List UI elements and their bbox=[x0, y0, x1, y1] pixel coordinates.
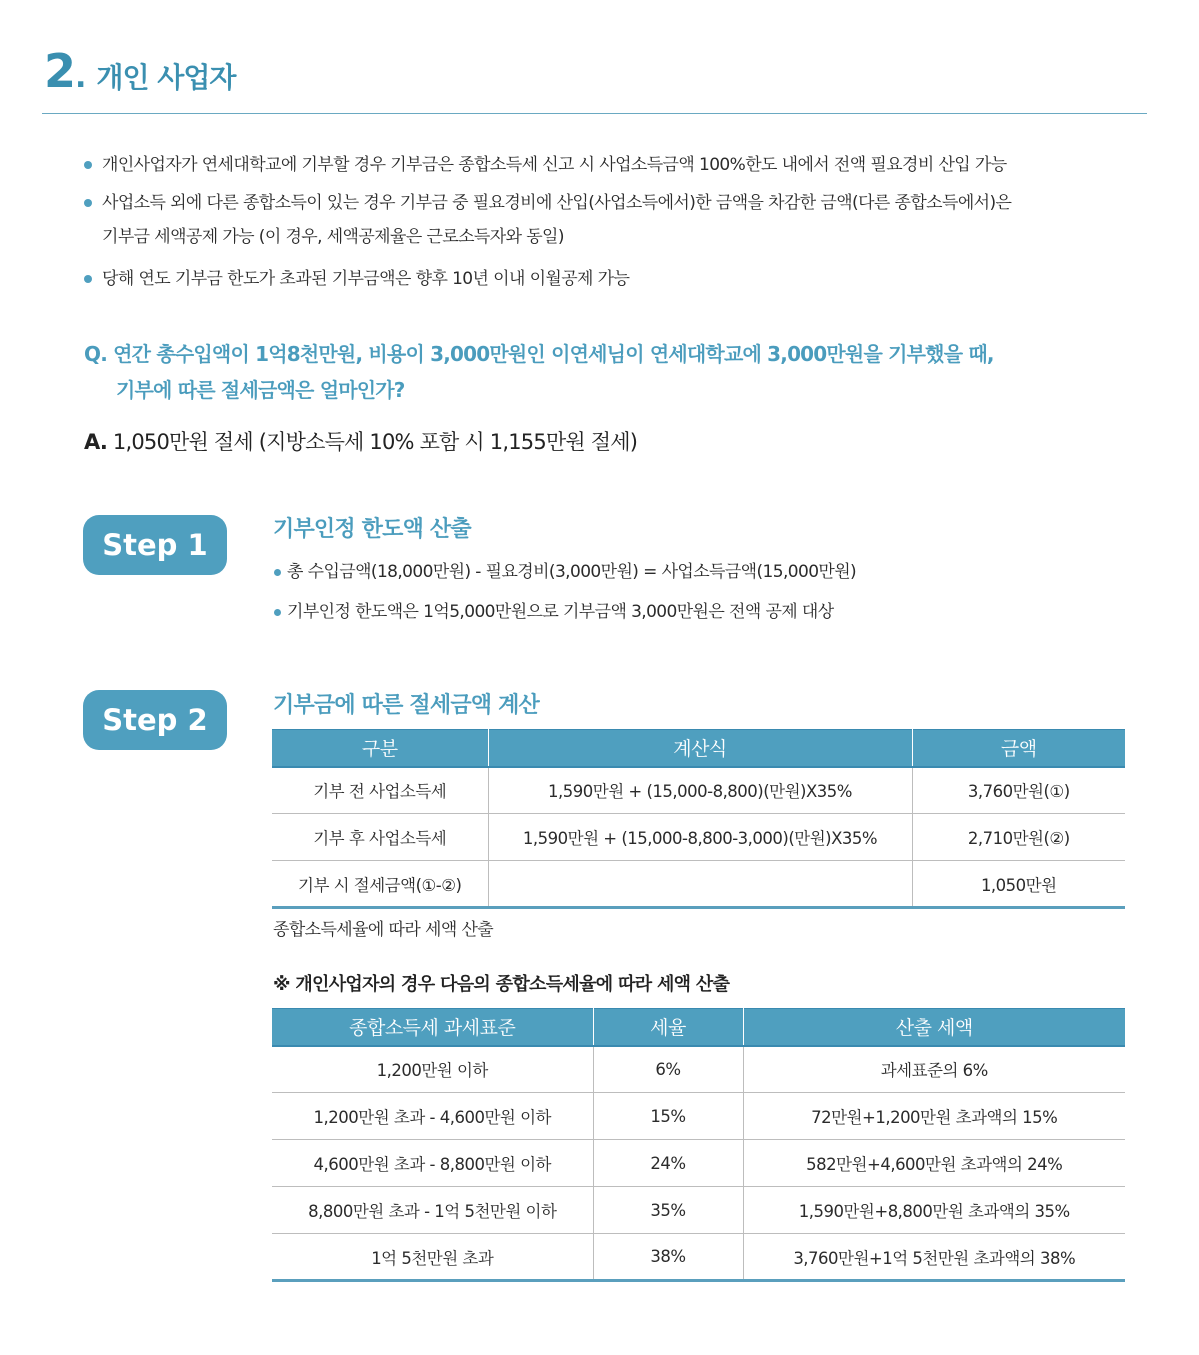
info-bullet-list bbox=[82, 148, 1162, 300]
answer-prefix: A. bbox=[84, 430, 108, 454]
table-cell: 1,200만원 초과 - 4,600만원 이하 bbox=[272, 1093, 593, 1140]
column-header: 구분 bbox=[272, 730, 488, 767]
info-bullet: 당해 연도 기부금 한도가 초과된 기부금액은 향후 10년 이내 이월공제 가능 bbox=[82, 262, 1162, 296]
answer-block bbox=[84, 424, 637, 460]
table-cell: 기부 후 사업소득세 bbox=[272, 814, 488, 861]
table-cell: 72만원+1,200만원 초과액의 15% bbox=[743, 1093, 1125, 1140]
info-bullet-line: 기부금 세액공제 가능 (이 경우, 세액공제율은 근로소득자와 동일) bbox=[102, 227, 564, 247]
savings-calc-table bbox=[272, 729, 1125, 909]
table-cell: 1,200만원 이하 bbox=[272, 1046, 593, 1093]
table-cell: 8,800만원 초과 - 1억 5천만원 이하 bbox=[272, 1187, 593, 1234]
step-1-line: 총 수입금액(18,000만원) - 필요경비(3,000만원) = 사업소득금액(15,000만원) bbox=[273, 552, 856, 592]
table-cell: 3,760만원(①) bbox=[912, 767, 1125, 814]
table-cell: 6% bbox=[593, 1046, 743, 1093]
step-1-title: 기부인정 한도액 산출 bbox=[273, 517, 471, 542]
table-cell: 4,600만원 초과 - 8,800만원 이하 bbox=[272, 1140, 593, 1187]
calc-note: 종합소득세율에 따라 세액 산출 bbox=[273, 920, 494, 940]
table-cell: 15% bbox=[593, 1093, 743, 1140]
table-cell: 1,590만원 + (15,000-8,800-3,000)(만원)X35% bbox=[488, 814, 912, 861]
tax-rate-subhead: ※ 개인사업자의 경우 다음의 종합소득세율에 따라 세액 산출 bbox=[273, 974, 730, 995]
table-row bbox=[272, 1093, 1125, 1140]
table-cell: 582만원+4,600만원 초과액의 24% bbox=[743, 1140, 1125, 1187]
table-row bbox=[272, 767, 1125, 814]
tax-rate-table bbox=[272, 1008, 1125, 1282]
info-bullet bbox=[82, 186, 1162, 254]
table-row bbox=[272, 1046, 1125, 1093]
table-cell: 24% bbox=[593, 1140, 743, 1187]
table-header-row bbox=[272, 1009, 1125, 1046]
step-2-title: 기부금에 따른 절세금액 계산 bbox=[273, 693, 540, 718]
step-1-list bbox=[273, 552, 856, 632]
table-cell: 1,590만원 + (15,000-8,800)(만원)X35% bbox=[488, 767, 912, 814]
column-header: 금액 bbox=[912, 730, 1125, 767]
table-cell: 1억 5천만원 초과 bbox=[272, 1234, 593, 1281]
table-header-row bbox=[272, 730, 1125, 767]
table-cell: 2,710만원(②) bbox=[912, 814, 1125, 861]
section-title: 개인 사업자 bbox=[96, 61, 236, 94]
table-row bbox=[272, 1234, 1125, 1281]
column-header: 종합소득세 과세표준 bbox=[272, 1009, 593, 1046]
answer-text: 1,050만원 절세 (지방소득세 10% 포함 시 1,155만원 절세) bbox=[107, 430, 638, 454]
step-1-line: 기부인정 한도액은 1억5,000만원으로 기부금액 3,000만원은 전액 공제 대상 bbox=[273, 592, 856, 632]
table-cell: 1,590만원+8,800만원 초과액의 35% bbox=[743, 1187, 1125, 1234]
section-number: 2 bbox=[44, 44, 76, 98]
step-1-badge: Step 1 bbox=[83, 515, 227, 575]
table-cell: 38% bbox=[593, 1234, 743, 1281]
table-row bbox=[272, 861, 1125, 908]
column-header: 세율 bbox=[593, 1009, 743, 1046]
table-row bbox=[272, 814, 1125, 861]
info-bullet: 개인사업자가 연세대학교에 기부할 경우 기부금은 종합소득세 신고 시 사업소득금액 100%한도 내에서 전액 필요경비 산입 가능 bbox=[82, 148, 1162, 182]
table-row bbox=[272, 1187, 1125, 1234]
question-line-2: 기부에 따른 절세금액은 얼마인가? bbox=[116, 378, 405, 402]
table-row bbox=[272, 1140, 1125, 1187]
table-cell: 과세표준의 6% bbox=[743, 1046, 1125, 1093]
question-line-1: Q. 연간 총수입액이 1억8천만원, 비용이 3,000만원인 이연세님이 연세대학교에 3,000만원을 기부했을 때, bbox=[84, 342, 994, 366]
table-cell: 3,760만원+1억 5천만원 초과액의 38% bbox=[743, 1234, 1125, 1281]
column-header: 산출 세액 bbox=[743, 1009, 1125, 1046]
table-cell: 35% bbox=[593, 1187, 743, 1234]
section-number-dot: . bbox=[75, 60, 87, 95]
step-2-badge: Step 2 bbox=[83, 690, 227, 750]
table-cell bbox=[488, 861, 912, 908]
table-cell: 기부 시 절세금액(①-②) bbox=[272, 861, 488, 908]
table-cell: 기부 전 사업소득세 bbox=[272, 767, 488, 814]
table-cell: 1,050만원 bbox=[912, 861, 1125, 908]
column-header: 계산식 bbox=[488, 730, 912, 767]
heading-divider bbox=[42, 113, 1147, 114]
info-bullet-line: 사업소득 외에 다른 종합소득이 있는 경우 기부금 중 필요경비에 산입(사업소득에서)한 금액을 차감한 금액(다른 종합소득에서)은 bbox=[102, 193, 1012, 213]
question-block bbox=[84, 336, 1164, 408]
section-heading bbox=[44, 44, 235, 104]
